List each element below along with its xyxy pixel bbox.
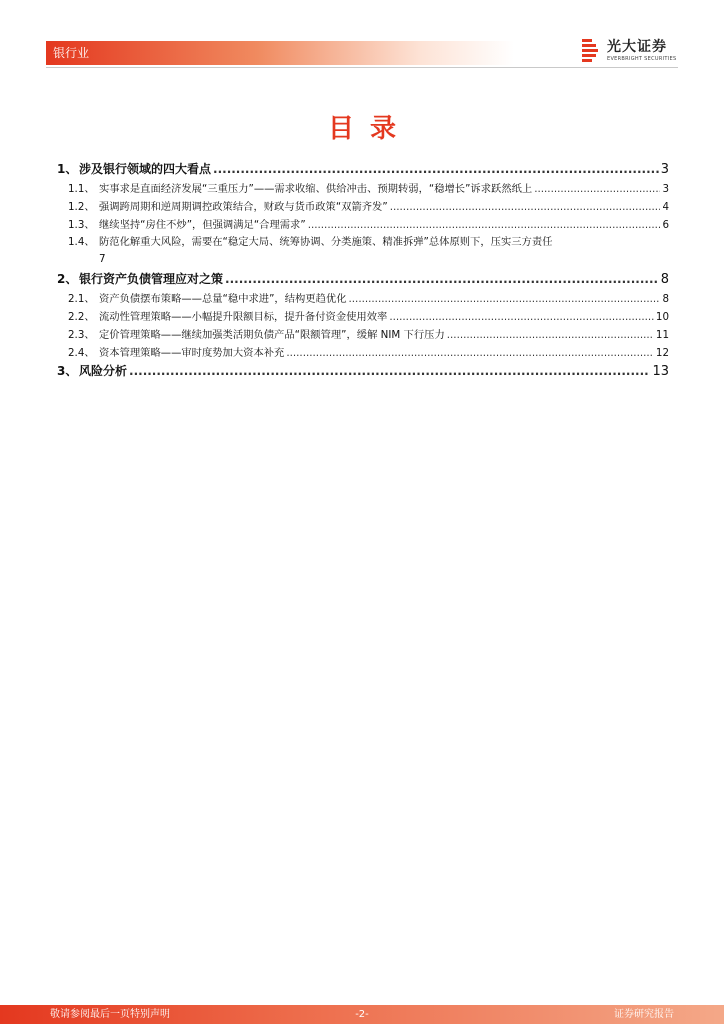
toc-label: 防范化解重大风险，需要在“稳定大局、统筹协调、分类施策、精准拆弹”总体原则下，压实三方责任 [99, 236, 553, 248]
toc-entry-1-3[interactable] [68, 216, 669, 234]
toc-label: 资产负债摆布策略——总量“稳中求进”，结构更趋优化 [99, 293, 347, 305]
header-divider [46, 67, 678, 68]
header-band [46, 41, 514, 65]
toc-number: 1.4、 [68, 236, 95, 248]
logo-name: 光大证券 [607, 39, 667, 55]
toc-entry-1-2[interactable] [68, 198, 669, 216]
toc-number: 1、 [57, 162, 78, 176]
toc-label: 强调跨周期和逆周期调控政策结合，财政与货币政策“双箭齐发” [99, 201, 388, 213]
toc-entry-2-2[interactable] [68, 308, 669, 326]
toc-number: 2.1、 [68, 293, 95, 305]
toc-leader [389, 308, 654, 326]
toc-leader [225, 270, 659, 288]
toc-label: 风险分析 [79, 364, 128, 378]
toc-page: 10 [655, 311, 669, 323]
toc-page: 4 [662, 201, 669, 213]
report-type: 证券研究报告 [614, 1009, 674, 1020]
toc-number: 1.3、 [68, 219, 95, 231]
toc-number: 2.2、 [68, 311, 95, 323]
toc-page: 8 [660, 272, 669, 287]
toc-leader [286, 344, 654, 362]
toc-entry-1-1[interactable] [68, 180, 669, 198]
toc-number: 2、 [57, 272, 78, 286]
page-number: -2- [355, 1009, 369, 1020]
logo-subtitle: EVERBRIGHT SECURITIES [607, 56, 677, 62]
page-title: 目录 [327, 114, 412, 144]
toc-page: 8 [662, 293, 669, 305]
toc-leader [390, 198, 661, 216]
toc-leader [534, 180, 660, 198]
toc-leader [308, 216, 661, 234]
toc-page: 6 [662, 219, 669, 231]
toc-leader [213, 160, 659, 178]
toc-entry-2-1[interactable] [68, 290, 669, 308]
toc-entry-1-4[interactable] [68, 234, 669, 268]
toc-number: 2.4、 [68, 347, 95, 359]
toc-label: 流动性管理策略——小幅提升限额目标，提升备付资金使用效率 [99, 311, 388, 323]
toc-page: 11 [655, 329, 669, 341]
toc-number: 1.1、 [68, 183, 95, 195]
industry-label: 银行业 [53, 46, 90, 60]
toc-page: 7 [99, 253, 106, 265]
toc-entry-2[interactable] [57, 270, 669, 288]
everbright-logo-icon [580, 39, 600, 63]
toc-label: 涉及银行领域的四大看点 [79, 162, 212, 176]
toc-entry-2-4[interactable] [68, 344, 669, 362]
toc-label: 银行资产负债管理应对之策 [79, 272, 224, 286]
toc-entry-2-3[interactable] [68, 326, 669, 344]
toc-entry-3[interactable] [57, 362, 669, 380]
toc-number: 1.2、 [68, 201, 95, 213]
disclaimer-note: 敬请参阅最后一页特别声明 [50, 1009, 170, 1020]
toc-page: 3 [660, 162, 669, 177]
toc-entry-1[interactable] [57, 160, 669, 178]
toc-label: 实事求是直面经济发展“三重压力”——需求收缩、供给冲击、预期转弱，“稳增长”诉求跃然纸上 [99, 183, 533, 195]
company-logo [580, 37, 680, 69]
toc-page: 3 [662, 183, 669, 195]
toc-label: 继续坚持“房住不炒”，但强调满足“合理需求” [99, 219, 306, 231]
toc-label: 定价管理策略——继续加强类活期负债产品“限额管理”，缓解 NIM 下行压力 [99, 329, 445, 341]
toc-leader [447, 326, 654, 344]
toc-page: 12 [655, 347, 669, 359]
toc-number: 3、 [57, 364, 78, 378]
toc-page: 13 [652, 364, 669, 379]
toc-number: 2.3、 [68, 329, 95, 341]
toc-label: 资本管理策略——审时度势加大资本补充 [99, 347, 285, 359]
toc-leader [349, 290, 661, 308]
toc-leader [129, 362, 650, 380]
